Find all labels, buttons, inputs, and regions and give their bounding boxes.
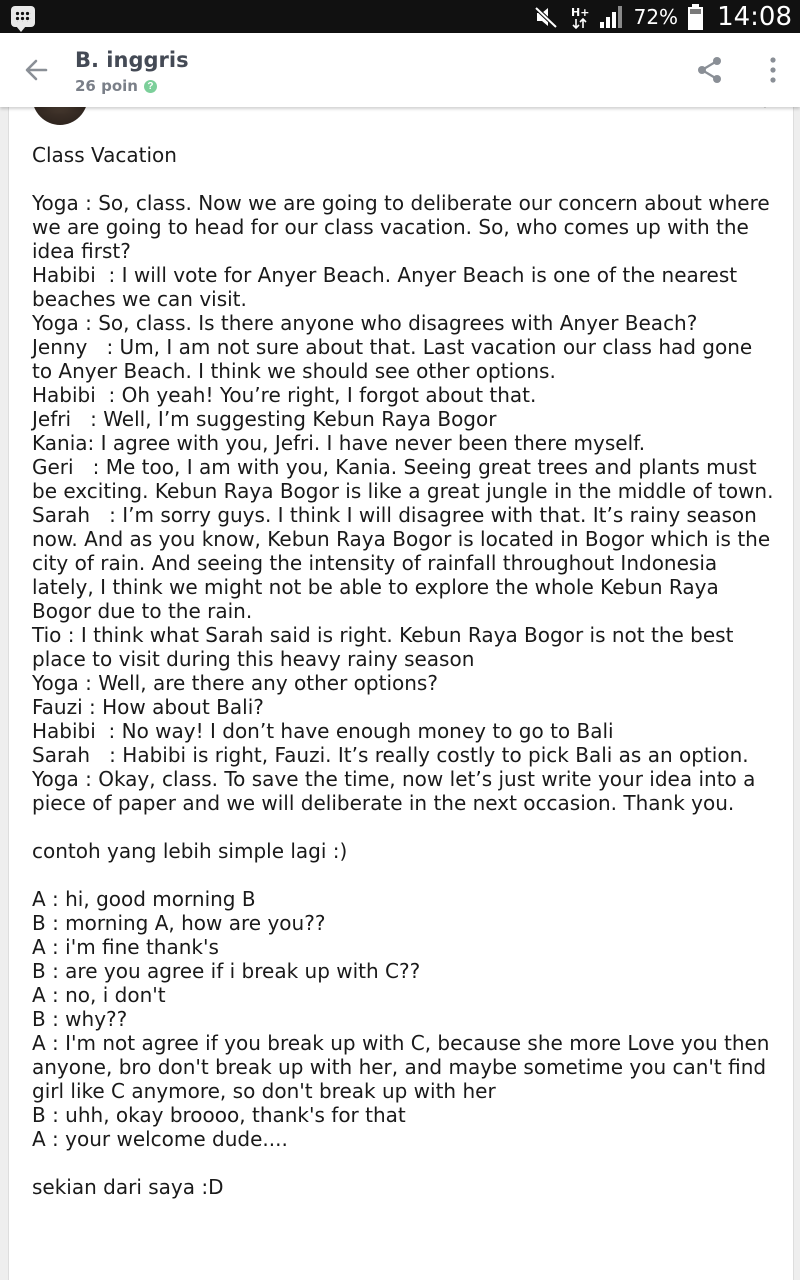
back-arrow-icon [22, 57, 52, 83]
app-bar [0, 33, 800, 107]
battery-icon [688, 4, 703, 30]
more-options-button[interactable] [764, 55, 782, 85]
bbm-icon [11, 6, 35, 27]
share-icon [696, 56, 724, 84]
answer-text: Class Vacation Yoga : So, class. Now we are going to deliberate our concern about where we are going to head for our class vacation. So, who comes up with the idea first? Habibi : I will vote for Anyer Beach. Anyer Beach is one of the nearest beaches we can visit. Yoga : So, class. Is there anyone who disagrees with Anyer Beach? Jenny : Um, I am not sure about that. Last vacation our class had gone to Anyer Beach. I think we should see other options. Habibi : Oh yeah! You’re right, I forgot about that. Jefri : Well, I’m suggesting Kebun Raya Bogor Kania: I agree with you, Jefri. I have never been there myself. Geri : Me too, I am with you, Kania. Seeing great trees and plants must be exciting. Kebun Raya Bogor is like a great jungle in the middle of town. Sarah : I’m sorry guys. I think I will disagree with that. It’s rainy season now. And as you know, Kebun Raya Bogor is located in Bogor which is the city of rain. And seeing the intensity of rainfall throughout Indonesia lately, I think we might not be able to explore the whole Kebun Raya Bogor due to the rain. Tio : I think what Sarah said is right. Kebun Raya Bogor is not the best place to visit during this heavy rainy season Yoga : Well, are there any other options? Fauzi : How about Bali? Habibi : No way! I don’t have enough money to go to Bali Sarah : Habibi is right, Fauzi. It’s really costly to pick Bali as an option. Yoga : Okay, class. To save the time, now let’s just write your idea into a piece of paper and we will deliberate in the next occasion. Thank you. contoh yang lebih simple lagi :) A : hi, good morning B B : morning A, how are you?? A : i'm fine thank's B : are you agree if i break up with C?? A : no, i don't B : why?? A : I'm not agree if you break up with C, because she more Love you then anyone, bro don't break up with her, and maybe sometime you can't find girl like C anymore, so don't break up with her B : uhh, okay broooo, thank's for that A : your welcome dude.... sekian dari saya :D [32, 143, 774, 1199]
page-title: B. inggris [75, 48, 189, 72]
svg-text:H+: H+ [570, 5, 590, 19]
points-count: 26 poin [75, 77, 138, 95]
help-icon[interactable]: ? [144, 80, 157, 93]
points-row [75, 77, 189, 95]
answer-card [8, 97, 794, 1280]
more-vert-icon [764, 55, 782, 85]
share-button[interactable] [696, 56, 724, 84]
back-button[interactable] [22, 57, 52, 83]
network-hplus-icon [570, 4, 590, 30]
status-bar [0, 0, 800, 33]
signal-icon [600, 6, 624, 28]
clock: 14:08 [717, 1, 792, 32]
battery-percent: 72% [633, 4, 679, 29]
status-icons [534, 0, 792, 33]
title-block [75, 48, 189, 95]
mute-icon [534, 5, 560, 29]
